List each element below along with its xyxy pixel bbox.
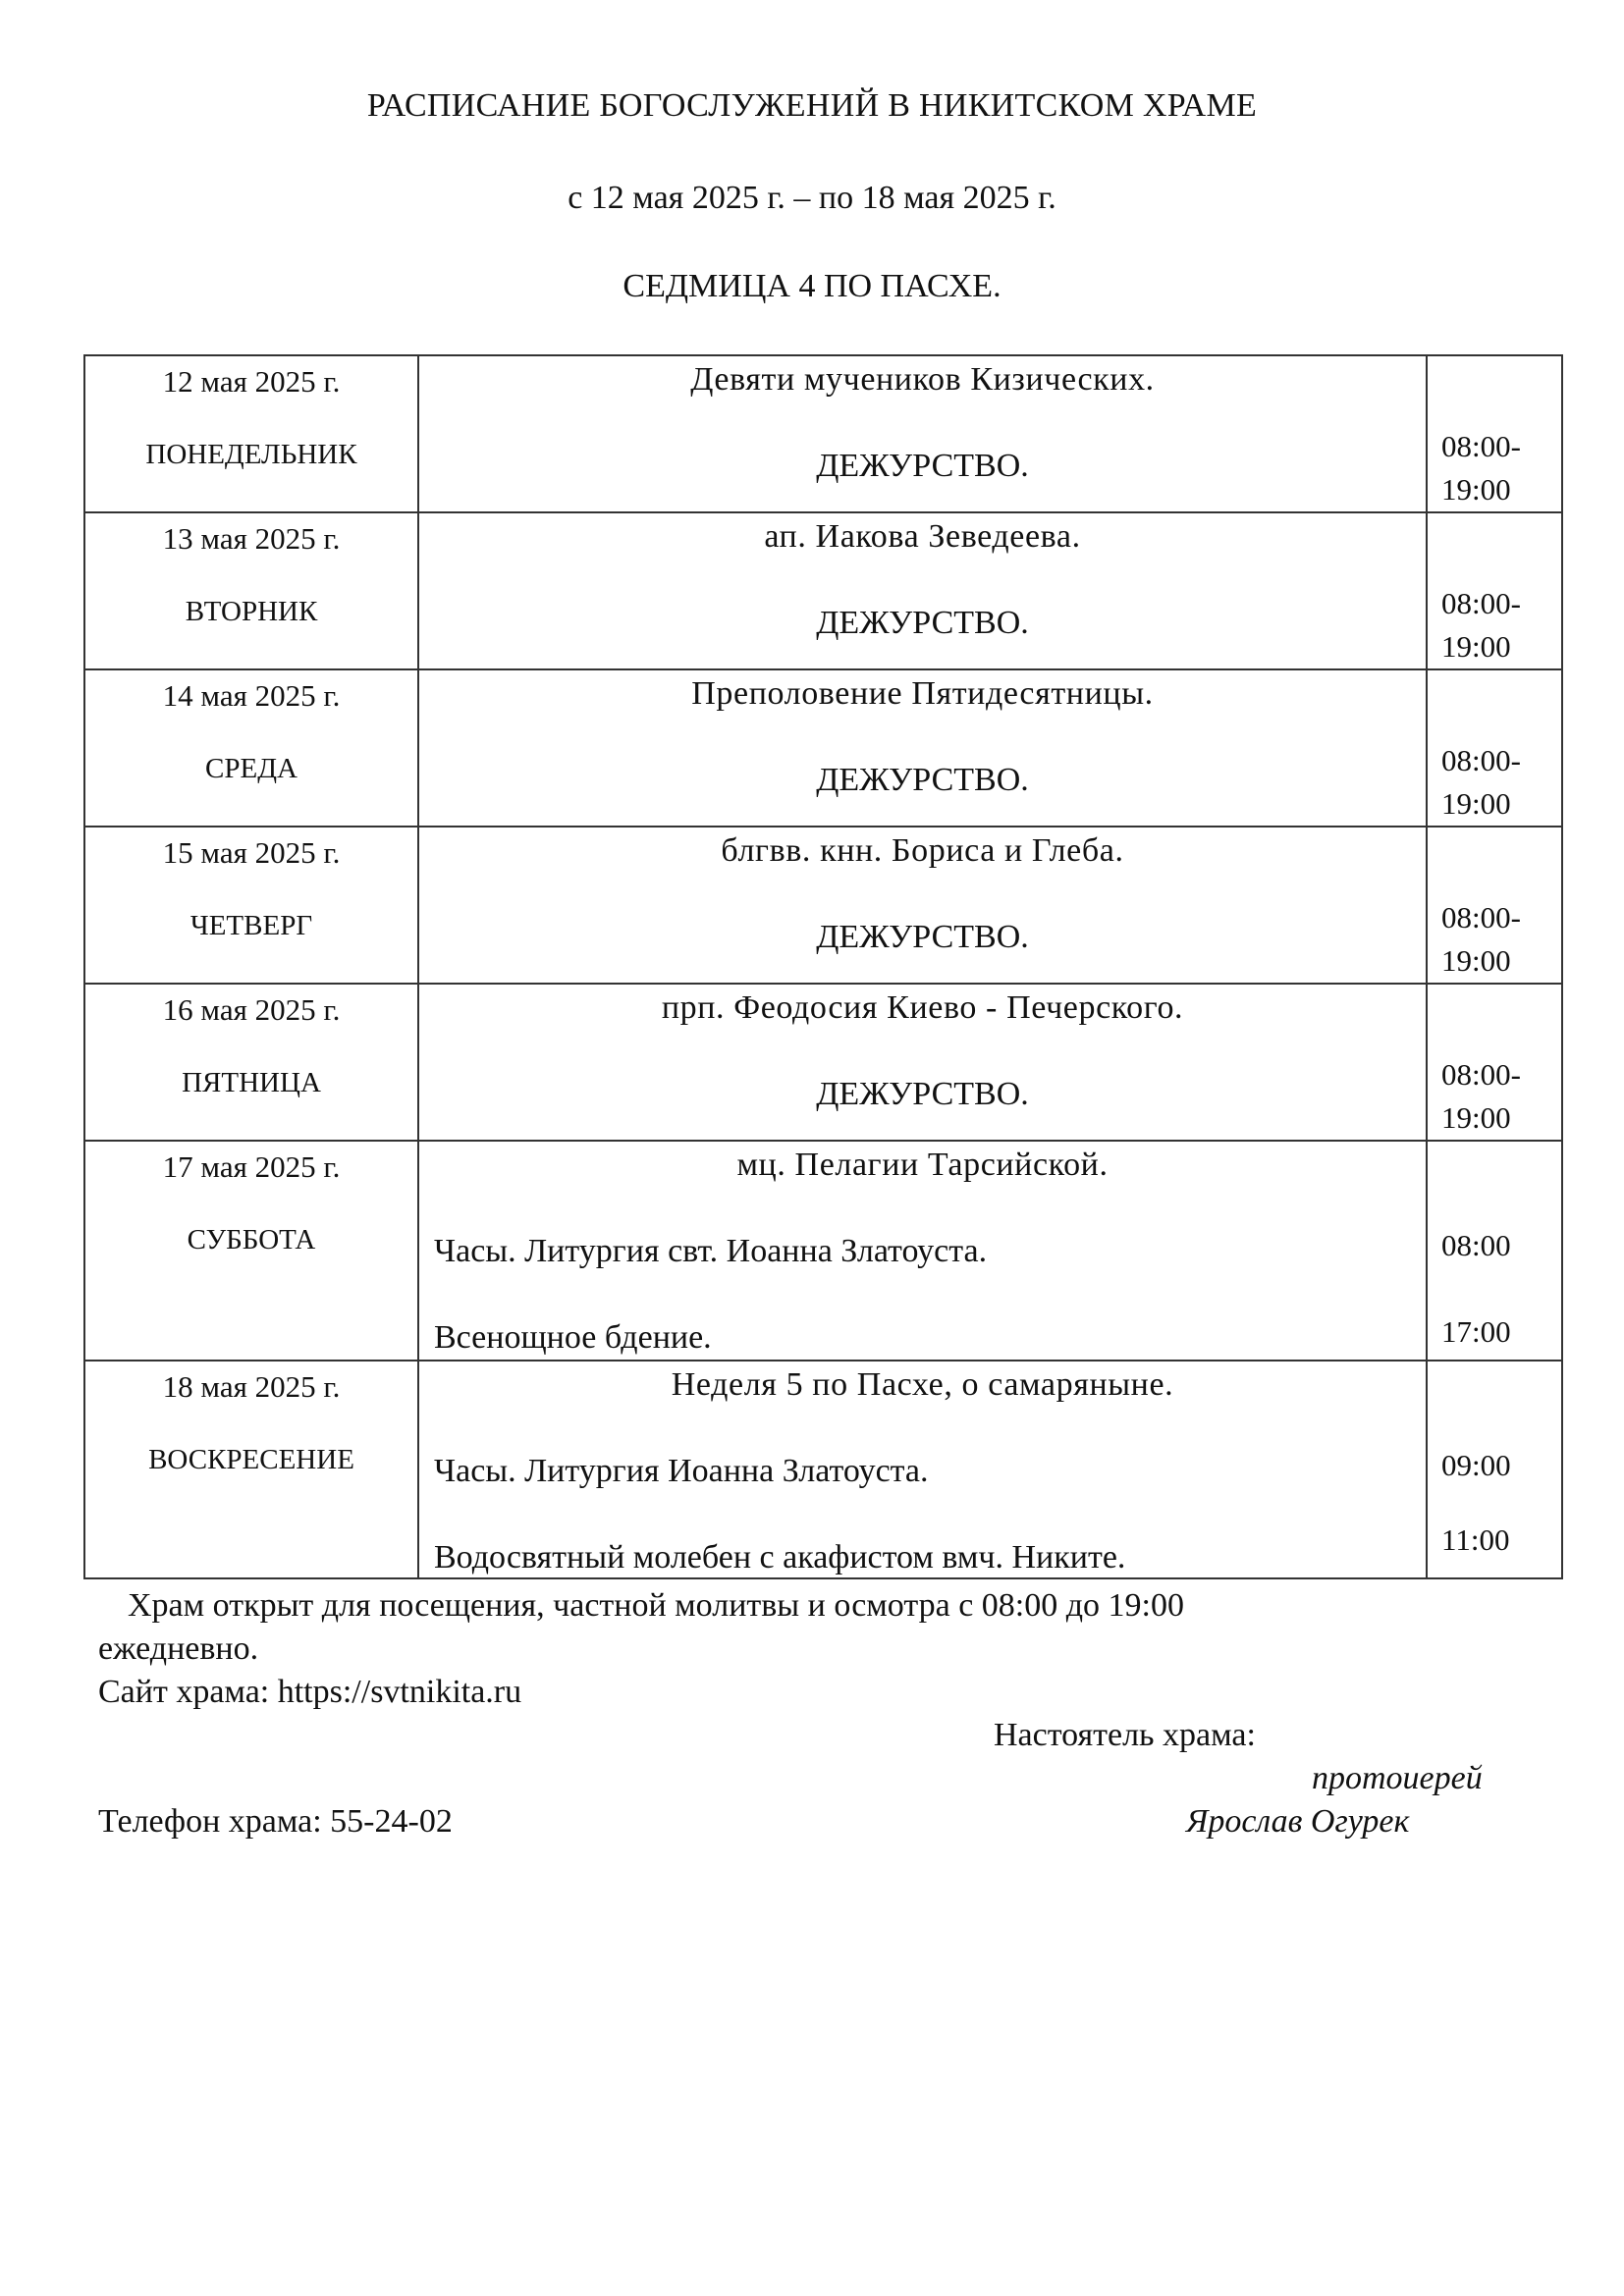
day-weekday: ВТОРНИК: [185, 596, 318, 627]
date-cell: [84, 512, 418, 669]
date-cell: [84, 984, 418, 1141]
service-label: ДЕЖУРСТВО.: [816, 448, 1029, 484]
feast-name: Преполовение Пятидесятницы.: [691, 675, 1154, 712]
day-weekday: ВОСКРЕСЕНИЕ: [148, 1444, 354, 1475]
service-time: 11:00: [1441, 1522, 1510, 1557]
services-cell: [418, 827, 1427, 984]
service-time: 08:00- 19:00: [1441, 743, 1521, 821]
day-date: 12 мая 2025 г.: [162, 364, 341, 399]
day-weekday: ЧЕТВЕРГ: [189, 910, 313, 941]
day-date: 16 мая 2025 г.: [162, 992, 341, 1027]
services-cell: [418, 355, 1427, 512]
table-row: [84, 984, 1562, 1141]
time-cell: [1427, 984, 1562, 1141]
rector-label: Настоятель храма:: [994, 1717, 1256, 1753]
time-cell: [1427, 1361, 1562, 1578]
day-date: 13 мая 2025 г.: [162, 521, 341, 556]
service-label: ДЕЖУРСТВО.: [816, 919, 1029, 955]
date-cell: [84, 355, 418, 512]
feast-name: прп. Феодосия Киево - Печерского.: [661, 989, 1184, 1026]
date-cell: [84, 669, 418, 827]
feast-name: Неделя 5 по Пасхе, о самаряныне.: [671, 1366, 1174, 1403]
service-time: 08:00- 19:00: [1441, 900, 1521, 978]
service-label: ДЕЖУРСТВО.: [816, 605, 1029, 641]
table-row: [84, 512, 1562, 669]
day-weekday: ПОНЕДЕЛЬНИК: [145, 439, 357, 470]
day-weekday: СРЕДА: [205, 753, 298, 784]
date-cell: [84, 1361, 418, 1578]
table-row: [84, 355, 1562, 512]
services-cell: [418, 1361, 1427, 1578]
table-row: [84, 827, 1562, 984]
service-label: ДЕЖУРСТВО.: [816, 762, 1029, 798]
week-title: СЕДМИЦА 4 ПО ПАСХЕ.: [623, 268, 1001, 304]
service-time: 08:00: [1441, 1228, 1511, 1262]
table-row: [84, 669, 1562, 827]
time-cell: [1427, 669, 1562, 827]
service-time: 08:00- 19:00: [1441, 1057, 1521, 1135]
table-row: [84, 1141, 1562, 1361]
day-date: 15 мая 2025 г.: [162, 835, 341, 870]
day-date: 17 мая 2025 г.: [162, 1149, 341, 1184]
document-title: РАСПИСАНИЕ БОГОСЛУЖЕНИЙ В НИКИТСКОМ ХРАМЕ: [366, 87, 1258, 124]
service-label: Часы. Литургия свт. Иоанна Златоуста.: [434, 1233, 988, 1269]
feast-name: Девяти мучеников Кизических.: [690, 361, 1155, 398]
rector-rank: протоиерей: [1312, 1760, 1483, 1796]
time-cell: [1427, 827, 1562, 984]
day-weekday: ПЯТНИЦА: [182, 1067, 321, 1098]
time-cell: [1427, 355, 1562, 512]
site-text: Сайт храма: https://svtnikita.ru: [98, 1674, 522, 1710]
feast-name: ап. Иакова Зеведеева.: [764, 518, 1081, 555]
time-cell: [1427, 1141, 1562, 1361]
schedule-table: [83, 354, 1563, 1579]
service-time: 09:00: [1441, 1448, 1511, 1482]
service-label: Всенощное бдение.: [434, 1319, 712, 1356]
services-cell: [418, 669, 1427, 827]
services-cell: [418, 512, 1427, 669]
phone-text: Телефон храма: 55-24-02: [98, 1803, 453, 1840]
service-label: Водосвятный молебен с акафистом вмч. Никите.: [434, 1539, 1126, 1575]
time-cell: [1427, 512, 1562, 669]
services-cell: [418, 1141, 1427, 1361]
rector-name: Ярослав Огурек: [1186, 1803, 1410, 1840]
day-date: 18 мая 2025 г.: [162, 1369, 341, 1404]
open-hours-text: Храм открыт для посещения, частной молитвы и осмотра с 08:00 до 19:00: [128, 1587, 1184, 1624]
service-label: ДЕЖУРСТВО.: [816, 1076, 1029, 1112]
service-time: 08:00- 19:00: [1441, 586, 1521, 664]
day-date: 14 мая 2025 г.: [162, 678, 341, 713]
date-cell: [84, 827, 418, 984]
services-cell: [418, 984, 1427, 1141]
date-cell: [84, 1141, 418, 1361]
feast-name: блгвв. кнн. Бориса и Глеба.: [721, 832, 1124, 869]
date-range: с 12 мая 2025 г. – по 18 мая 2025 г.: [568, 180, 1056, 216]
table-row: [84, 1361, 1562, 1578]
service-time: 17:00: [1441, 1314, 1511, 1349]
service-label: Часы. Литургия Иоанна Златоуста.: [434, 1453, 929, 1489]
day-weekday: СУББОТА: [187, 1224, 316, 1255]
feast-name: мц. Пелагии Тарсийской.: [736, 1147, 1109, 1183]
service-time: 08:00- 19:00: [1441, 429, 1521, 507]
open-hours-continuation: ежедневно.: [98, 1630, 259, 1667]
